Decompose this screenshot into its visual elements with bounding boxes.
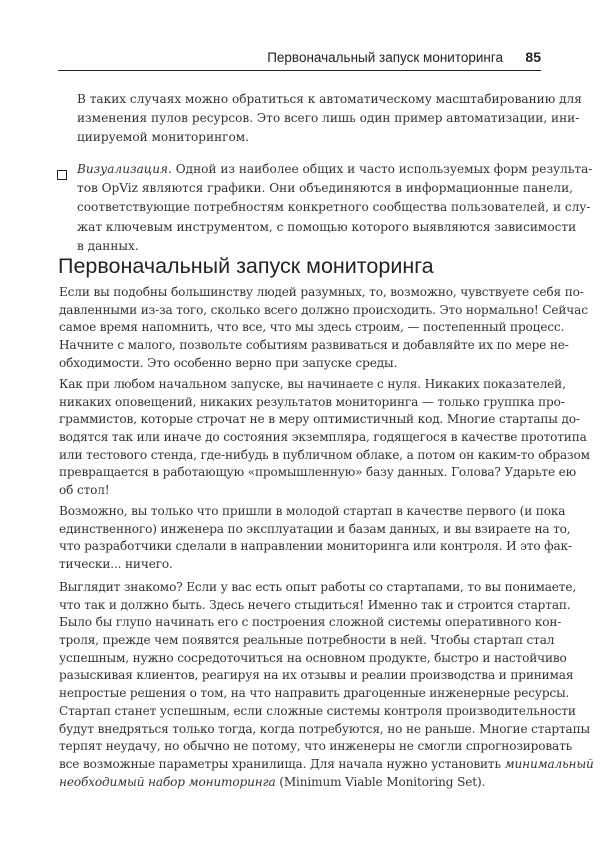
text-line — [59, 556, 541, 574]
text-line — [59, 721, 590, 739]
text-line — [59, 538, 572, 556]
text-line — [77, 179, 574, 198]
text-line — [59, 667, 574, 685]
text-run: превращается в работающую «промышленную» базу данных. Голова? Ударьте ею — [59, 465, 577, 480]
text-run: водятся так или иначе до состояния экземпляра, годящегося в качестве прототипа — [59, 430, 587, 445]
text-line — [59, 685, 570, 703]
text-line — [59, 429, 587, 447]
text-line — [59, 302, 588, 320]
text-run: граммистов, которые строчат не в меру оптимистичный код. Многие стартапы до- — [59, 412, 580, 427]
text-run: все возможные параметры хранилища. Для начала нужно установить — [59, 756, 505, 771]
text-line — [59, 482, 541, 500]
text-line — [59, 337, 569, 355]
text-run: троля, прежде чем появятся реальные потребности в ней. Чтобы стартап стал — [59, 633, 555, 648]
text-line — [59, 632, 555, 650]
text-run: или тестового стенда, где-нибудь в публичном облаке, а потом он каким-то образом — [59, 447, 590, 462]
text-line — [59, 756, 594, 774]
text-run: Выглядит знакомо? Если у вас есть опыт работы со стартапами, то вы понимаете, — [59, 580, 577, 594]
checkbox-bullet-icon — [57, 170, 67, 180]
paragraph — [59, 579, 594, 791]
text-run: успешным, нужно сосредоточиться на основном продукте, быстро и настойчиво — [59, 650, 567, 665]
running-header-title: Первоначальный запуск мониторинга — [267, 50, 503, 65]
text-run: разыскивая клиентов, реагируя на их отзывы и реалии производства и принимая — [59, 668, 574, 683]
text-run: никаких оповещений, никаких результатов мониторинга — только группка про- — [59, 394, 565, 409]
text-line — [59, 376, 566, 394]
text-run: Если вы подобны большинству людей разумных, то, возможно, чувствуете себя по- — [59, 285, 584, 299]
text-run: жат ключевым инструментом, с помощью которого выявляются зависимости — [77, 219, 577, 234]
text-run: тов OpViz являются графики. Они объединяются в информационные панели, — [77, 181, 574, 196]
text-run: что разработчики сделали в направлении мониторинга или контроля. И это фак- — [59, 539, 572, 554]
text-run: (Minimum Viable Monitoring Set). — [275, 774, 486, 789]
paragraph — [59, 376, 590, 500]
text-line — [59, 355, 541, 373]
text-run: давленными из-за того, сколько всего должно происходить. Это нормально! Сейчас — [59, 302, 588, 317]
text-run: тически... ничего. — [59, 557, 173, 572]
text-line — [77, 90, 582, 109]
text-line — [59, 503, 566, 521]
text-run: Было бы глупо начинать его с построения сложной системы оперативного кон- — [59, 615, 562, 630]
text-run: об стол! — [59, 483, 110, 498]
paragraph — [59, 284, 588, 372]
text-run: соответствующие потребностям конкретного сообщества пользователей, и слу- — [77, 200, 591, 215]
emphasis-text: минимальный — [504, 756, 594, 771]
section-heading: Первоначальный запуск мониторинга — [58, 254, 434, 278]
text-run: обходимости. Это особенно верно при запуске среды. — [59, 355, 398, 370]
text-line — [59, 774, 541, 792]
text-run: Как при любом начальном запуске, вы начинаете с нуля. Никаких показателей, — [59, 377, 566, 391]
bullet-visualization — [77, 160, 593, 256]
text-run: В таких случаях можно обратиться к автоматическому масштабированию для — [77, 92, 582, 106]
text-line — [77, 128, 541, 147]
text-line — [77, 109, 580, 128]
text-run: Начните с малого, позвольте событиям развиваться и добавляйте их по мере не- — [59, 338, 569, 353]
text-run: в данных. — [77, 238, 139, 253]
text-run: единственного) инженера по эксплуатации и базам данных, и вы взираете на то, — [59, 521, 571, 536]
text-line — [77, 198, 591, 217]
text-line — [59, 319, 565, 337]
text-run: что так и должно быть. Здесь нечего стыдиться! Именно так и строится стартап. — [59, 597, 571, 612]
paragraph — [59, 503, 572, 574]
text-line — [59, 411, 580, 429]
text-line — [59, 394, 565, 412]
text-line — [59, 614, 562, 632]
text-line — [59, 597, 571, 615]
text-line — [59, 464, 577, 482]
text-run: Стартап станет успешным, если сложные системы контроля производительности — [59, 703, 576, 718]
text-line — [59, 703, 576, 721]
text-run: непростые решения о том, на что направить драгоценные инженерные ресурсы. — [59, 686, 570, 701]
text-line — [59, 521, 571, 539]
text-run: Одной из наиболее общих и часто используемых форм результа- — [171, 162, 593, 176]
emphasis-text: Визуализация. — [77, 162, 172, 176]
page-number: 85 — [525, 49, 541, 65]
text-run: циируемой мониторингом. — [77, 130, 250, 145]
emphasis-text: необходимый набор мониторинга — [59, 774, 276, 789]
text-line — [59, 650, 567, 668]
paragraph-autoscaling — [77, 90, 582, 148]
text-run: изменения пулов ресурсов. Это всего лишь один пример автоматизации, ини- — [77, 111, 580, 126]
text-run: будут внедряться только тогда, когда потребуются, но не раньше. Многие стартапы — [59, 721, 590, 736]
text-run: терпят неудачу, но обычно не потому, что инженеры не смогли спрогнозировать — [59, 739, 573, 754]
text-line — [77, 160, 593, 179]
text-line — [59, 579, 577, 597]
text-run: Возможно, вы только что пришли в молодой стартап в качестве первого (и пока — [59, 504, 566, 518]
text-line — [59, 738, 573, 756]
running-header — [58, 46, 541, 71]
text-line — [59, 447, 590, 465]
text-line — [77, 218, 577, 237]
text-line — [59, 284, 584, 302]
text-run: самое время напомнить, что все, что мы здесь строим, — постепенный процесс. — [59, 320, 565, 335]
